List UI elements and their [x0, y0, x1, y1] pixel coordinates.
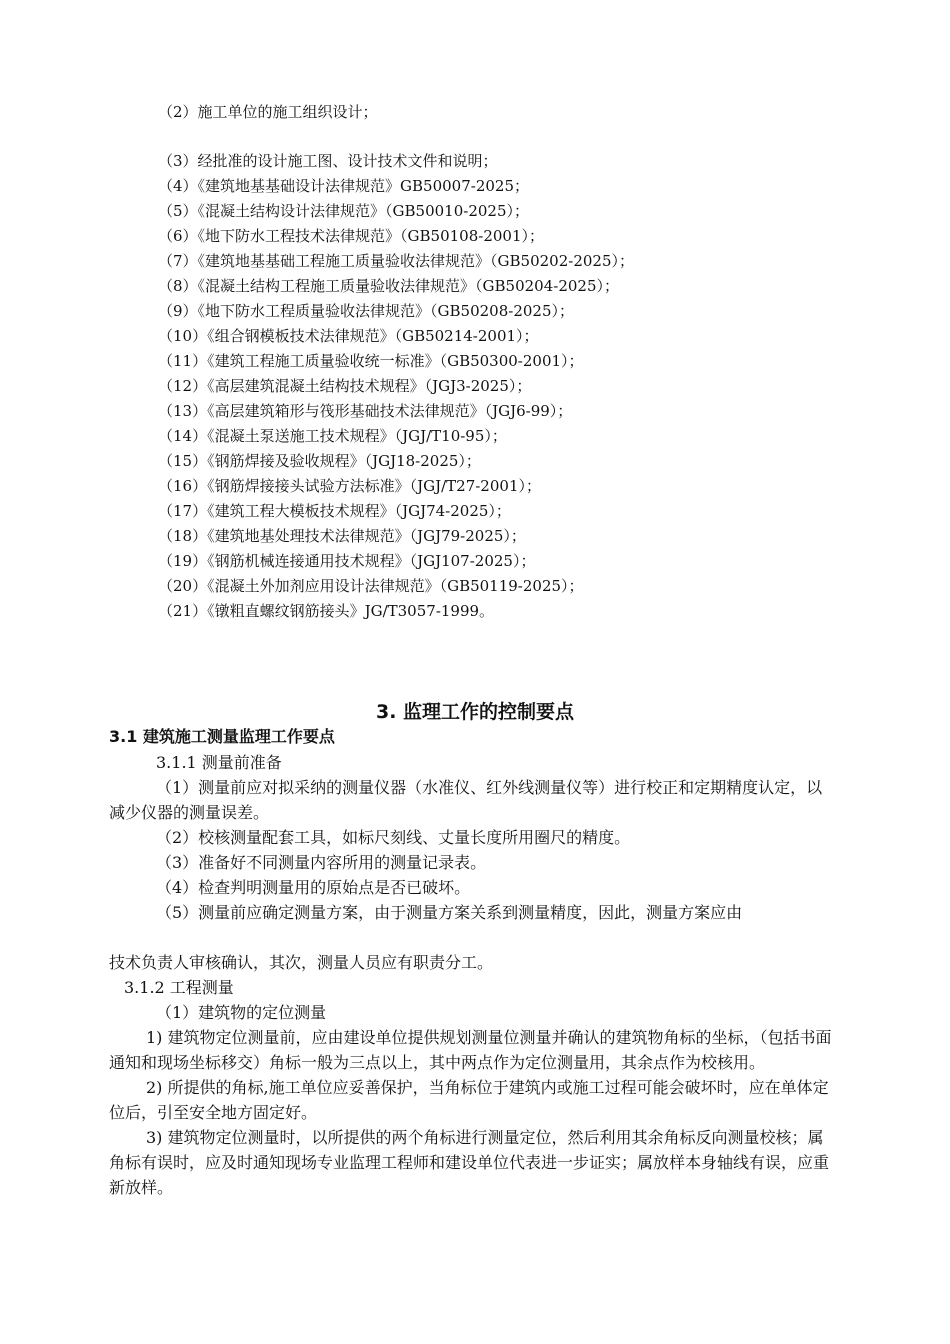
paragraph: （3）准备好不同测量内容所用的测量记录表。 — [156, 853, 487, 872]
list-item: （5）《混凝土结构设计法律规范》（GB50010-2025）； — [158, 202, 530, 220]
list-item: （8）《混凝土结构工程施工质量验收法律规范》（GB50204-2025）； — [158, 277, 620, 295]
subsubsection-heading: 3.1.2 工程测量 — [124, 978, 234, 997]
list-item: （13）《高层建筑箱形与筏形基础技术法律规范》（JGJ6-99）； — [158, 402, 573, 420]
subsection-heading: 3.1 建筑施工测量监理工作要点 — [109, 727, 335, 746]
list-item: （18）《建筑地基处理技术法律规范》（JGJ79-2025）； — [158, 527, 526, 545]
paragraph: （1）建筑物的定位测量 — [156, 1003, 327, 1022]
list-item: （4）《建筑地基基础设计法律规范》GB50007-2025； — [158, 177, 530, 195]
paragraph: 2) 所提供的角标,施工单位应妥善保护，当角标位于建筑内或施工过程可能会破坏时，应在单体定位后，引至安全地方固定好。 — [109, 1078, 829, 1122]
paragraph: （5）测量前应确定测量方案，由于测量方案关系到测量精度，因此，测量方案应由 — [156, 903, 743, 922]
list-item: （21）《镦粗直螺纹钢筋接头》JG/T3057-1999。 — [158, 602, 495, 620]
list-item: （11）《建筑工程施工质量验收统一标准》（GB50300-2001）； — [158, 352, 584, 370]
reference-list — [158, 100, 634, 624]
paragraph: 3) 建筑物定位测量时，以所提供的两个角标进行测量定位，然后利用其余角标反向测量校核；属角标有误时，应及时通知现场专业监理工程师和建设单位代表进一步证实；属放样本身轴线有误，应重新放样。 — [109, 1128, 830, 1197]
list-item: （9）《地下防水工程质量验收法律规范》（GB50208-2025）； — [158, 302, 575, 320]
list-item: （16）《钢筋焊接接头试验方法标准》（JGJ/T27-2001）； — [158, 477, 541, 495]
list-item: （2）施工单位的施工组织设计； — [158, 103, 378, 121]
page-gap — [109, 925, 837, 950]
paragraph: （2）校核测量配套工具，如标尺刻线、丈量长度所用圈尺的精度。 — [156, 828, 631, 847]
list-item: （17）《建筑工程大模板技术规程》（JGJ74-2025）； — [158, 502, 511, 520]
list-item: （3）经批准的设计施工图、设计技术文件和说明； — [158, 152, 498, 170]
paragraph: 1) 建筑物定位测量前，应由建设单位提供规划测量位测量并确认的建筑物角标的坐标，（包括书面通知和现场坐标移交）角标一般为三点以上，其中两点作为定位测量用，其余点作为校核用。 — [109, 1028, 832, 1072]
subsubsection-heading: 3.1.1 测量前准备 — [156, 753, 282, 772]
list-item: （7）《建筑地基基础工程施工质量验收法律规范》（GB50202-2025）； — [158, 252, 635, 270]
section-heading: 3. 监理工作的控制要点 — [375, 701, 575, 723]
list-item: （12）《高层建筑混凝土结构技术规程》（JGJ3-2025）； — [158, 377, 532, 395]
list-item: （20）《混凝土外加剂应用设计法律规范》（GB50119-2025）； — [158, 577, 584, 595]
paragraph: （1）测量前应对拟采纳的测量仪器（水准仪、红外线测量仪等）进行校正和定期精度认定，以减少仪器的测量误差。 — [109, 778, 823, 822]
list-item: （14）《混凝土泵送施工技术规程》（JGJ/T10-95）； — [158, 427, 507, 445]
list-item: （10）《组合钢模板技术法律规范》（GB50214-2001）； — [158, 327, 539, 345]
paragraph: （4）检查判明测量用的原始点是否已破坏。 — [156, 878, 471, 897]
list-item: （15）《钢筋焊接及验收规程》（JGJ18-2025）； — [158, 452, 481, 470]
list-item: （6）《地下防水工程技术法律规范》（GB50108-2001）； — [158, 227, 545, 245]
section-body — [109, 750, 837, 1200]
paragraph: 技术负责人审核确认，其次，测量人员应有职责分工。 — [109, 953, 494, 972]
list-item: （19）《钢筋机械连接通用技术规程》（JGJ107-2025）； — [158, 552, 536, 570]
